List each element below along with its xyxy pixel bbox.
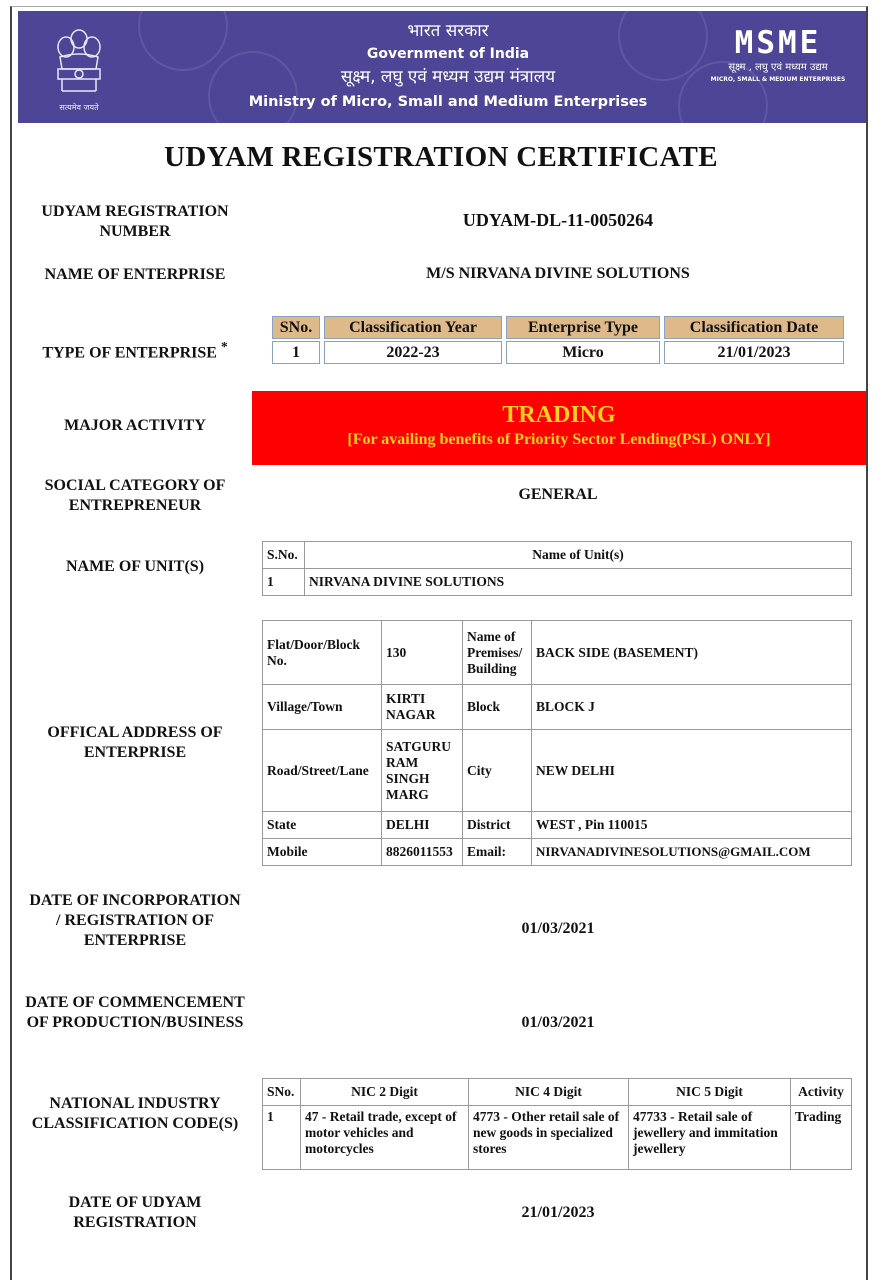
classification-cell: 2022-23 [324, 341, 502, 364]
address-value: BLOCK J [532, 685, 852, 730]
type-of-enterprise-asterisk: * [220, 339, 228, 354]
nic-label: NATIONAL INDUSTRY CLASSIFICATION CODE(S) [31, 1095, 239, 1132]
address-value: NIRVANADIVINESOLUTIONS@GMAIL.COM [532, 839, 852, 866]
msme-hindi-tagline: सूक्ष्म , लघु एवं मध्यम उद्यम [728, 62, 828, 73]
type-of-enterprise-text: TYPE OF ENTERPRISE [42, 344, 217, 362]
udyam-date-value: 21/01/2023 [521, 1204, 595, 1221]
header-hindi-ministry: सूक्ष्म, लघु एवं मध्यम उद्यम मंत्रालय [340, 67, 556, 87]
nic-cell: 4773 - Other retail sale of new goods in specialized stores [469, 1106, 629, 1170]
address-key: Flat/Door/Block No. [263, 621, 382, 685]
classification-cell: Micro [506, 341, 660, 364]
address-row [263, 812, 852, 839]
incorporation-label: DATE OF INCORPORATION / REGISTRATION OF ENTERPRISE [29, 892, 241, 949]
address-key: Email: [463, 839, 532, 866]
nic-header: NIC 4 Digit [469, 1079, 629, 1106]
address-key: State [263, 812, 382, 839]
header-ministry: Ministry of Micro, Small and Medium Enterprises [248, 94, 648, 110]
major-activity-box [252, 391, 866, 465]
address-value: 130 [382, 621, 463, 685]
registration-number-label: UDYAM REGISTRATION NUMBER [41, 203, 229, 240]
nic-cell: 47 - Retail trade, except of motor vehicles and motorcycles [301, 1106, 469, 1170]
classification-cell: 21/01/2023 [664, 341, 844, 364]
major-activity-value: TRADING [502, 402, 616, 428]
classification-cell: 1 [272, 341, 320, 364]
udyam-date-label: DATE OF UDYAM REGISTRATION [68, 1194, 202, 1231]
address-table [262, 620, 852, 866]
major-activity-label: MAJOR ACTIVITY [64, 417, 206, 434]
address-key: Village/Town [263, 685, 382, 730]
classification-header: SNo. [272, 316, 320, 339]
units-header-row [263, 542, 852, 569]
address-value: 8826011553 [382, 839, 463, 866]
social-category-label: SOCIAL CATEGORY OF ENTREPRENEUR [44, 477, 226, 514]
address-row [263, 730, 852, 812]
nic-header: Activity [791, 1079, 852, 1106]
type-of-enterprise-label [24, 337, 246, 363]
commencement-label: DATE OF COMMENCEMENT OF PRODUCTION/BUSINESS [25, 994, 245, 1031]
commencement-value: 01/03/2021 [521, 1014, 595, 1031]
address-row [263, 839, 852, 866]
classification-header-row [272, 316, 844, 339]
address-label: OFFICAL ADDRESS OF ENTERPRISE [47, 724, 223, 761]
address-row [263, 621, 852, 685]
units-header: S.No. [263, 542, 305, 569]
nic-cell: 1 [263, 1106, 301, 1170]
address-value: BACK SIDE (BASEMENT) [532, 621, 852, 685]
units-label: NAME OF UNIT(S) [65, 558, 205, 575]
address-value: WEST , Pin 110015 [532, 812, 852, 839]
units-cell: 1 [263, 569, 305, 596]
address-key: Block [463, 685, 532, 730]
classification-header: Enterprise Type [506, 316, 660, 339]
incorporation-value: 01/03/2021 [521, 920, 595, 937]
registration-number-value: UDYAM-DL-11-0050264 [462, 210, 654, 230]
address-key: District [463, 812, 532, 839]
header-banner [18, 11, 866, 123]
nic-table [262, 1078, 852, 1170]
enterprise-name-value: M/S NIRVANA DIVINE SOLUTIONS [426, 265, 690, 282]
address-key: Name of Premises/ Building [463, 621, 532, 685]
header-text [168, 19, 728, 115]
units-table [262, 541, 852, 596]
msme-logo-text: MSME [734, 25, 822, 61]
nic-header: NIC 5 Digit [629, 1079, 791, 1106]
address-row [263, 685, 852, 730]
major-activity-note: [For availing benefits of Priority Sector Lending(PSL) ONLY] [347, 431, 771, 448]
msme-logo [710, 25, 846, 85]
address-key: Road/Street/Lane [263, 730, 382, 812]
address-value: NEW DELHI [532, 730, 852, 812]
msme-english-tagline: MICRO, SMALL & MEDIUM ENTERPRISES [710, 76, 846, 83]
social-category-value: GENERAL [518, 486, 598, 503]
certificate-title: UDYAM REGISTRATION CERTIFICATE [164, 141, 718, 173]
nic-header: SNo. [263, 1079, 301, 1106]
units-cell: NIRVANA DIVINE SOLUTIONS [305, 569, 852, 596]
address-value: DELHI [382, 812, 463, 839]
national-emblem-icon [48, 25, 110, 111]
classification-row [272, 341, 844, 364]
address-value: SATGURU RAM SINGH MARG [382, 730, 463, 812]
emblem-motto: सत्यमेव जयते [59, 103, 99, 112]
nic-cell: 47733 - Retail sale of jewellery and immitation jewellery [629, 1106, 791, 1170]
address-key: Mobile [263, 839, 382, 866]
nic-header: NIC 2 Digit [301, 1079, 469, 1106]
address-value: KIRTI NAGAR [382, 685, 463, 730]
certificate-page [10, 6, 868, 1280]
classification-header: Classification Date [664, 316, 844, 339]
classification-header: Classification Year [324, 316, 502, 339]
nic-row [263, 1106, 852, 1170]
header-hindi-government: भारत सरकार [407, 21, 489, 41]
enterprise-name-label: NAME OF ENTERPRISE [44, 266, 226, 283]
address-key: City [463, 730, 532, 812]
units-row [263, 569, 852, 596]
classification-table [268, 314, 848, 366]
nic-header-row [263, 1079, 852, 1106]
header-government-of-india: Government of India [366, 46, 530, 62]
units-header: Name of Unit(s) [305, 542, 852, 569]
nic-cell: Trading [791, 1106, 852, 1170]
